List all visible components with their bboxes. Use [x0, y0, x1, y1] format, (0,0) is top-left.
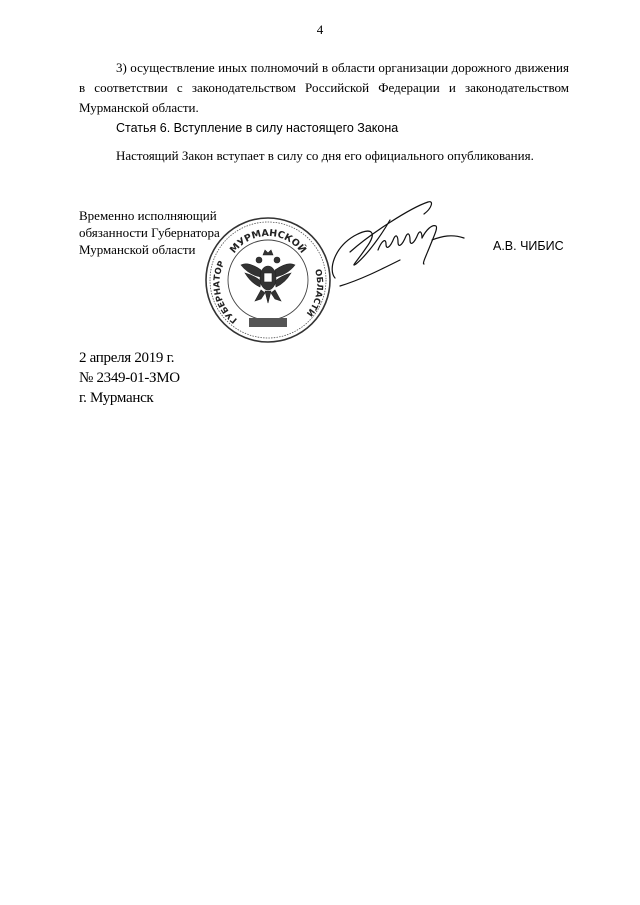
handwritten-signature	[320, 190, 480, 300]
eagle-emblem-icon	[241, 250, 295, 303]
entry-into-force-paragraph: Настоящий Закон вступает в силу со дня его официального опубликования.	[116, 148, 534, 163]
law-date: 2 апреля 2019 г.	[79, 350, 175, 366]
article-6-heading: Статья 6. Вступление в силу настоящего Закона	[116, 121, 399, 135]
page-number: 4	[316, 22, 324, 37]
signer-name: А.В. ЧИБИС	[493, 239, 564, 253]
law-number: № 2349-01-ЗМО	[79, 370, 180, 386]
paragraph-item-3: 3) осуществление иных полномочий в области организации дорожного движения в соответствии с законодательством Российской Федерации и законодательством Мурманской области.	[79, 60, 569, 115]
law-city: г. Мурманск	[79, 390, 154, 406]
seal-text-right: ОБЛАСТИ	[303, 268, 325, 318]
official-seal-stamp	[203, 215, 333, 345]
seal-text-left: ГУБЕРНАТОР	[212, 259, 240, 325]
seal-text-top: МУРМАНСКОЙ	[227, 227, 309, 256]
signer-title: Временно исполняющий обязанности Губернатора Мурманской области	[79, 208, 220, 257]
